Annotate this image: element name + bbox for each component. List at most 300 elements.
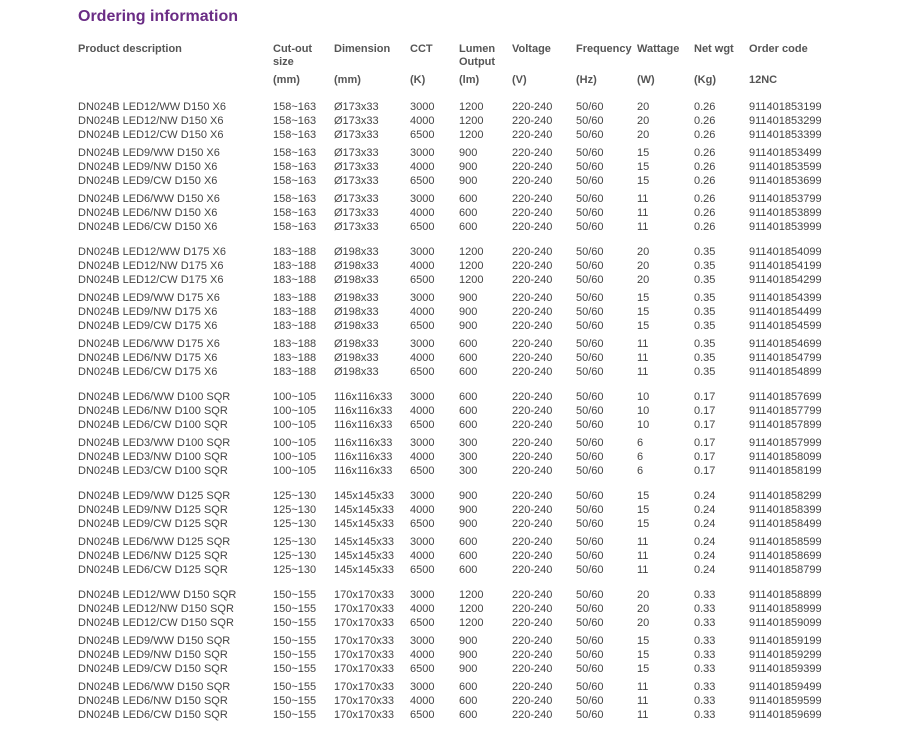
cell-cct: 4000 <box>410 405 435 417</box>
cell-voltage: 220-240 <box>512 649 553 661</box>
cell-product-description: DN024B LED12/CW D150 SQR <box>78 617 234 629</box>
cell-net-weight: 0.35 <box>694 306 716 318</box>
cell-lumen-output: 1200 <box>459 115 484 127</box>
cell-net-weight: 0.17 <box>694 419 716 431</box>
cell-product-description: DN024B LED6/WW D175 X6 <box>78 338 220 350</box>
cell-dimension: Ø198x33 <box>334 306 379 318</box>
cell-wattage: 15 <box>637 292 650 304</box>
cell-cct: 3000 <box>410 536 435 548</box>
cell-wattage: 11 <box>637 695 649 707</box>
cell-cct: 4000 <box>410 649 435 661</box>
cell-voltage: 220-240 <box>512 366 553 378</box>
cell-cct: 6500 <box>410 564 435 576</box>
table-row <box>78 319 835 333</box>
cell-lumen-output: 900 <box>459 147 478 159</box>
cell-net-weight: 0.26 <box>694 129 716 141</box>
table-row <box>78 503 835 517</box>
cell-lumen-output: 600 <box>459 405 478 417</box>
cell-lumen-output: 900 <box>459 663 478 675</box>
cell-wattage: 11 <box>637 338 649 350</box>
cell-dimension: Ø198x33 <box>334 338 379 350</box>
cell-order-code: 911401858299 <box>749 490 822 502</box>
cell-cut-out-size: 125~130 <box>273 490 317 502</box>
cell-frequency: 50/60 <box>576 221 604 233</box>
cell-cut-out-size: 183~188 <box>273 246 317 258</box>
table-body <box>78 100 835 722</box>
cell-net-weight: 0.17 <box>694 437 716 449</box>
cell-order-code: 911401859099 <box>749 617 822 629</box>
cell-voltage: 220-240 <box>512 504 553 516</box>
cell-dimension: Ø198x33 <box>334 292 379 304</box>
cell-dimension: 116x116x33 <box>334 437 393 449</box>
cell-cut-out-size: 150~155 <box>273 663 317 675</box>
cell-frequency: 50/60 <box>576 617 604 629</box>
cell-net-weight: 0.33 <box>694 663 716 675</box>
cell-frequency: 50/60 <box>576 603 604 615</box>
cell-lumen-output: 900 <box>459 635 478 647</box>
table-row <box>78 662 835 676</box>
table-row <box>78 365 835 379</box>
cell-lumen-output: 900 <box>459 649 478 661</box>
cell-cct: 6500 <box>410 366 435 378</box>
table-row <box>78 577 835 602</box>
cell-frequency: 50/60 <box>576 161 604 173</box>
unit-row <box>78 73 835 100</box>
cell-lumen-output: 600 <box>459 681 478 693</box>
cell-cut-out-size: 158~163 <box>273 207 317 219</box>
cell-product-description: DN024B LED6/NW D175 X6 <box>78 352 218 364</box>
cell-product-description: DN024B LED9/WW D150 X6 <box>78 147 220 159</box>
cell-voltage: 220-240 <box>512 292 553 304</box>
cell-net-weight: 0.35 <box>694 320 716 332</box>
cell-net-weight: 0.24 <box>694 518 716 530</box>
cell-dimension: 145x145x33 <box>334 504 394 516</box>
table-row <box>78 404 835 418</box>
cell-lumen-output: 1200 <box>459 589 484 601</box>
cell-order-code: 911401857899 <box>749 419 822 431</box>
unit-lumen-output: (lm) <box>459 74 480 86</box>
cell-cut-out-size: 125~130 <box>273 564 317 576</box>
cell-net-weight: 0.33 <box>694 617 716 629</box>
cell-cut-out-size: 125~130 <box>273 518 317 530</box>
cell-product-description: DN024B LED6/NW D150 SQR <box>78 695 228 707</box>
cell-lumen-output: 600 <box>459 338 478 350</box>
cell-lumen-output: 900 <box>459 161 478 173</box>
cell-frequency: 50/60 <box>576 663 604 675</box>
cell-cut-out-size: 183~188 <box>273 260 317 272</box>
cell-product-description: DN024B LED12/NW D150 SQR <box>78 603 234 615</box>
cell-cut-out-size: 183~188 <box>273 306 317 318</box>
page-title: Ordering information <box>78 8 238 25</box>
cell-voltage: 220-240 <box>512 617 553 629</box>
cell-cut-out-size: 158~163 <box>273 129 317 141</box>
cell-cct: 4000 <box>410 550 435 562</box>
cell-order-code: 911401854599 <box>749 320 822 332</box>
cell-cut-out-size: 158~163 <box>273 147 317 159</box>
cell-frequency: 50/60 <box>576 366 604 378</box>
cell-order-code: 911401859199 <box>749 635 822 647</box>
cell-cut-out-size: 183~188 <box>273 292 317 304</box>
cell-cut-out-size: 150~155 <box>273 617 317 629</box>
cell-frequency: 50/60 <box>576 635 604 647</box>
cell-order-code: 911401854199 <box>749 260 822 272</box>
cell-order-code: 911401858099 <box>749 451 822 463</box>
header-cut-out-size: Cut-out size <box>273 43 313 68</box>
cell-wattage: 20 <box>637 260 650 272</box>
cell-net-weight: 0.24 <box>694 504 716 516</box>
cell-order-code: 911401859399 <box>749 663 822 675</box>
cell-frequency: 50/60 <box>576 147 604 159</box>
table-row <box>78 273 835 287</box>
cell-wattage: 11 <box>637 709 649 721</box>
cell-voltage: 220-240 <box>512 419 553 431</box>
header-dimension: Dimension <box>334 43 391 55</box>
table-row <box>78 287 835 305</box>
cell-dimension: 145x145x33 <box>334 536 394 548</box>
cell-net-weight: 0.24 <box>694 536 716 548</box>
cell-frequency: 50/60 <box>576 129 604 141</box>
cell-cct: 3000 <box>410 292 435 304</box>
table-row <box>78 517 835 531</box>
cell-dimension: Ø198x33 <box>334 274 379 286</box>
cell-order-code: 911401859299 <box>749 649 822 661</box>
cell-order-code: 911401858499 <box>749 518 822 530</box>
table-row <box>78 630 835 648</box>
cell-lumen-output: 600 <box>459 536 478 548</box>
cell-cct: 6500 <box>410 709 435 721</box>
header-row <box>78 43 835 73</box>
cell-frequency: 50/60 <box>576 306 604 318</box>
cell-cut-out-size: 158~163 <box>273 101 317 113</box>
cell-dimension: 170x170x33 <box>334 603 394 615</box>
cell-wattage: 15 <box>637 635 650 647</box>
cell-voltage: 220-240 <box>512 129 553 141</box>
header-net-weight: Net wgt <box>694 43 734 55</box>
cell-voltage: 220-240 <box>512 451 553 463</box>
cell-wattage: 15 <box>637 663 650 675</box>
cell-lumen-output: 1200 <box>459 617 484 629</box>
cell-voltage: 220-240 <box>512 320 553 332</box>
table-row <box>78 478 835 503</box>
table-row <box>78 549 835 563</box>
cell-lumen-output: 1200 <box>459 260 484 272</box>
cell-net-weight: 0.35 <box>694 292 716 304</box>
table-row <box>78 333 835 351</box>
cell-cut-out-size: 158~163 <box>273 193 317 205</box>
cell-lumen-output: 600 <box>459 695 478 707</box>
cell-lumen-output: 900 <box>459 292 478 304</box>
cell-voltage: 220-240 <box>512 635 553 647</box>
cell-cct: 3000 <box>410 391 435 403</box>
cell-lumen-output: 900 <box>459 518 478 530</box>
table-row <box>78 708 835 722</box>
cell-voltage: 220-240 <box>512 709 553 721</box>
cell-dimension: Ø173x33 <box>334 207 379 219</box>
cell-cut-out-size: 100~105 <box>273 391 317 403</box>
cell-cut-out-size: 100~105 <box>273 405 317 417</box>
cell-net-weight: 0.26 <box>694 175 716 187</box>
cell-voltage: 220-240 <box>512 695 553 707</box>
cell-frequency: 50/60 <box>576 338 604 350</box>
cell-order-code: 911401858699 <box>749 550 822 562</box>
cell-net-weight: 0.24 <box>694 490 716 502</box>
cell-voltage: 220-240 <box>512 101 553 113</box>
cell-dimension: 170x170x33 <box>334 663 394 675</box>
cell-dimension: 170x170x33 <box>334 649 394 661</box>
cell-net-weight: 0.24 <box>694 550 716 562</box>
cell-order-code: 911401859499 <box>749 681 822 693</box>
cell-cut-out-size: 100~105 <box>273 437 317 449</box>
cell-wattage: 20 <box>637 129 650 141</box>
cell-wattage: 11 <box>637 564 649 576</box>
cell-cut-out-size: 158~163 <box>273 161 317 173</box>
cell-voltage: 220-240 <box>512 405 553 417</box>
cell-order-code: 911401857999 <box>749 437 822 449</box>
cell-wattage: 20 <box>637 617 650 629</box>
cell-order-code: 911401854899 <box>749 366 822 378</box>
header-cct: CCT <box>410 43 433 55</box>
cell-dimension: Ø173x33 <box>334 147 379 159</box>
cell-order-code: 911401859699 <box>749 709 822 721</box>
header-voltage: Voltage <box>512 43 551 55</box>
table-row <box>78 351 835 365</box>
cell-net-weight: 0.17 <box>694 405 716 417</box>
cell-dimension: Ø173x33 <box>334 115 379 127</box>
cell-cut-out-size: 183~188 <box>273 338 317 350</box>
table-row <box>78 464 835 478</box>
cell-frequency: 50/60 <box>576 207 604 219</box>
cell-cut-out-size: 100~105 <box>273 465 317 477</box>
cell-product-description: DN024B LED9/NW D125 SQR <box>78 504 228 516</box>
cell-wattage: 11 <box>637 681 649 693</box>
cell-wattage: 11 <box>637 366 649 378</box>
cell-voltage: 220-240 <box>512 437 553 449</box>
cell-dimension: Ø198x33 <box>334 260 379 272</box>
cell-cut-out-size: 150~155 <box>273 589 317 601</box>
table-row <box>78 616 835 630</box>
cell-net-weight: 0.26 <box>694 147 716 159</box>
cell-cct: 3000 <box>410 147 435 159</box>
cell-wattage: 15 <box>637 306 650 318</box>
cell-frequency: 50/60 <box>576 246 604 258</box>
cell-lumen-output: 600 <box>459 221 478 233</box>
cell-dimension: Ø173x33 <box>334 129 379 141</box>
cell-cct: 3000 <box>410 589 435 601</box>
cell-cut-out-size: 125~130 <box>273 550 317 562</box>
cell-product-description: DN024B LED9/WW D125 SQR <box>78 490 231 502</box>
cell-voltage: 220-240 <box>512 221 553 233</box>
cell-net-weight: 0.35 <box>694 352 716 364</box>
cell-order-code: 911401853799 <box>749 193 822 205</box>
cell-order-code: 911401853499 <box>749 147 822 159</box>
cell-net-weight: 0.35 <box>694 338 716 350</box>
cell-cut-out-size: 150~155 <box>273 603 317 615</box>
cell-order-code: 911401859599 <box>749 695 822 707</box>
cell-cut-out-size: 183~188 <box>273 274 317 286</box>
cell-frequency: 50/60 <box>576 451 604 463</box>
cell-order-code: 911401853599 <box>749 161 822 173</box>
cell-lumen-output: 600 <box>459 550 478 562</box>
cell-order-code: 911401854499 <box>749 306 822 318</box>
cell-cct: 6500 <box>410 221 435 233</box>
cell-product-description: DN024B LED12/NW D175 X6 <box>78 260 224 272</box>
cell-lumen-output: 300 <box>459 437 478 449</box>
cell-order-code: 911401858799 <box>749 564 822 576</box>
cell-wattage: 11 <box>637 536 649 548</box>
cell-lumen-output: 600 <box>459 391 478 403</box>
cell-voltage: 220-240 <box>512 207 553 219</box>
cell-cct: 6500 <box>410 663 435 675</box>
cell-dimension: 145x145x33 <box>334 518 394 530</box>
cell-order-code: 911401858599 <box>749 536 822 548</box>
cell-frequency: 50/60 <box>576 518 604 530</box>
cell-dimension: 170x170x33 <box>334 681 394 693</box>
table-row <box>78 128 835 142</box>
cell-product-description: DN024B LED6/WW D150 X6 <box>78 193 220 205</box>
cell-voltage: 220-240 <box>512 663 553 675</box>
header-wattage: Wattage <box>637 43 680 55</box>
cell-order-code: 911401854399 <box>749 292 822 304</box>
cell-order-code: 911401857699 <box>749 391 822 403</box>
cell-product-description: DN024B LED12/CW D150 X6 <box>78 129 224 141</box>
cell-net-weight: 0.26 <box>694 101 716 113</box>
cell-order-code: 911401854099 <box>749 246 822 258</box>
header-lumen-output: Lumen Output <box>459 43 496 68</box>
cell-order-code: 911401854699 <box>749 338 822 350</box>
cell-order-code: 911401853399 <box>749 129 822 141</box>
cell-wattage: 15 <box>637 147 650 159</box>
table-row <box>78 432 835 450</box>
cell-cct: 4000 <box>410 352 435 364</box>
cell-wattage: 20 <box>637 589 650 601</box>
cell-cct: 6500 <box>410 465 435 477</box>
cell-cct: 6500 <box>410 518 435 530</box>
table-row <box>78 418 835 432</box>
header-product-description: Product description <box>78 43 182 55</box>
table-row <box>78 694 835 708</box>
cell-cut-out-size: 100~105 <box>273 419 317 431</box>
cell-cct: 6500 <box>410 274 435 286</box>
cell-cct: 3000 <box>410 681 435 693</box>
cell-lumen-output: 600 <box>459 207 478 219</box>
cell-frequency: 50/60 <box>576 437 604 449</box>
cell-cct: 3000 <box>410 193 435 205</box>
cell-dimension: Ø173x33 <box>334 101 379 113</box>
cell-lumen-output: 900 <box>459 504 478 516</box>
cell-frequency: 50/60 <box>576 193 604 205</box>
cell-wattage: 11 <box>637 221 649 233</box>
cell-product-description: DN024B LED6/CW D175 X6 <box>78 366 218 378</box>
cell-cct: 6500 <box>410 129 435 141</box>
cell-wattage: 11 <box>637 352 649 364</box>
cell-dimension: 170x170x33 <box>334 589 394 601</box>
cell-frequency: 50/60 <box>576 681 604 693</box>
unit-dimension: (mm) <box>334 74 361 86</box>
cell-dimension: 145x145x33 <box>334 550 394 562</box>
cell-cut-out-size: 150~155 <box>273 709 317 721</box>
cell-dimension: Ø198x33 <box>334 366 379 378</box>
cell-net-weight: 0.26 <box>694 221 716 233</box>
cell-frequency: 50/60 <box>576 352 604 364</box>
cell-product-description: DN024B LED6/WW D150 SQR <box>78 681 231 693</box>
cell-net-weight: 0.33 <box>694 695 716 707</box>
cell-product-description: DN024B LED9/CW D150 X6 <box>78 175 218 187</box>
table-row <box>78 142 835 160</box>
cell-cut-out-size: 125~130 <box>273 504 317 516</box>
cell-lumen-output: 1200 <box>459 246 484 258</box>
cell-lumen-output: 900 <box>459 490 478 502</box>
cell-frequency: 50/60 <box>576 589 604 601</box>
cell-lumen-output: 1200 <box>459 274 484 286</box>
cell-frequency: 50/60 <box>576 391 604 403</box>
cell-net-weight: 0.33 <box>694 681 716 693</box>
cell-product-description: DN024B LED9/CW D150 SQR <box>78 663 228 675</box>
cell-wattage: 15 <box>637 490 650 502</box>
cell-dimension: Ø173x33 <box>334 175 379 187</box>
table-row <box>78 234 835 259</box>
cell-frequency: 50/60 <box>576 465 604 477</box>
cell-voltage: 220-240 <box>512 115 553 127</box>
cell-cut-out-size: 183~188 <box>273 366 317 378</box>
cell-lumen-output: 600 <box>459 709 478 721</box>
cell-order-code: 911401853999 <box>749 221 822 233</box>
cell-cct: 4000 <box>410 695 435 707</box>
cell-voltage: 220-240 <box>512 550 553 562</box>
cell-product-description: DN024B LED9/NW D150 SQR <box>78 649 228 661</box>
cell-frequency: 50/60 <box>576 101 604 113</box>
cell-net-weight: 0.33 <box>694 603 716 615</box>
cell-voltage: 220-240 <box>512 306 553 318</box>
unit-frequency: (Hz) <box>576 74 597 86</box>
cell-product-description: DN024B LED6/CW D150 SQR <box>78 709 228 721</box>
cell-voltage: 220-240 <box>512 352 553 364</box>
cell-cct: 6500 <box>410 320 435 332</box>
cell-cut-out-size: 150~155 <box>273 695 317 707</box>
cell-voltage: 220-240 <box>512 490 553 502</box>
cell-cut-out-size: 125~130 <box>273 536 317 548</box>
cell-product-description: DN024B LED6/WW D100 SQR <box>78 391 231 403</box>
table-row <box>78 305 835 319</box>
cell-product-description: DN024B LED9/CW D175 X6 <box>78 320 218 332</box>
cell-cct: 6500 <box>410 419 435 431</box>
unit-voltage: (V) <box>512 74 527 86</box>
cell-wattage: 6 <box>637 465 644 477</box>
unit-product-description <box>78 73 273 100</box>
cell-wattage: 20 <box>637 603 650 615</box>
cell-cct: 3000 <box>410 246 435 258</box>
cell-product-description: DN024B LED6/NW D150 X6 <box>78 207 218 219</box>
cell-net-weight: 0.35 <box>694 274 716 286</box>
cell-product-description: DN024B LED6/WW D125 SQR <box>78 536 231 548</box>
cell-dimension: 116x116x33 <box>334 419 393 431</box>
cell-wattage: 15 <box>637 161 650 173</box>
cell-frequency: 50/60 <box>576 504 604 516</box>
cell-cut-out-size: 150~155 <box>273 635 317 647</box>
cell-product-description: DN024B LED12/WW D175 X6 <box>78 246 226 258</box>
cell-net-weight: 0.26 <box>694 161 716 173</box>
header-frequency: Frequency <box>576 43 632 55</box>
cell-lumen-output: 300 <box>459 465 478 477</box>
cell-product-description: DN024B LED6/CW D125 SQR <box>78 564 228 576</box>
cell-voltage: 220-240 <box>512 338 553 350</box>
cell-voltage: 220-240 <box>512 175 553 187</box>
cell-cct: 3000 <box>410 437 435 449</box>
table-row <box>78 220 835 234</box>
cell-wattage: 15 <box>637 504 650 516</box>
cell-product-description: DN024B LED12/CW D175 X6 <box>78 274 224 286</box>
cell-wattage: 15 <box>637 518 650 530</box>
table-row <box>78 379 835 404</box>
